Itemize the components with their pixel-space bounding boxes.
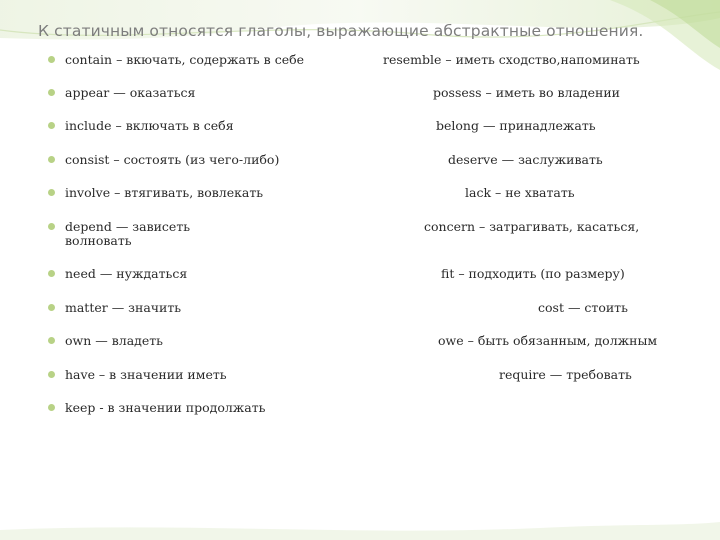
right-item-text: concern – затрагивать, касаться, <box>424 219 640 234</box>
bullet-icon <box>48 223 55 230</box>
right-item-text: lack – не хватать <box>465 185 575 200</box>
bullet-icon <box>48 337 55 344</box>
right-item-text: require — требовать <box>499 367 632 382</box>
right-item-text: belong — принадлежать <box>436 118 596 133</box>
list-item-text: own — владеть <box>65 333 163 348</box>
right-item-text: deserve — заслуживать <box>448 152 603 167</box>
right-item-text: owe – быть обязанным, должным <box>438 333 658 348</box>
list-item-text: involve – втягивать, вовлекать <box>65 185 264 200</box>
bullet-icon <box>48 371 55 378</box>
list-item-text: have – в значении иметь <box>65 367 227 382</box>
right-item-text: resemble – иметь сходство,напоминать <box>383 52 640 67</box>
bullet-icon <box>48 404 55 411</box>
bullet-icon <box>48 270 55 277</box>
list-item-text: matter — значить <box>65 300 182 315</box>
list-item-text: keep - в значении продолжать <box>65 400 266 415</box>
list-item-text: consist – состоять (из чего-либо) <box>65 152 280 167</box>
bottom-decoration <box>0 520 720 540</box>
bullet-icon <box>48 304 55 311</box>
list-item-text: appear — оказаться <box>65 85 196 100</box>
list-item-text: depend — зависеть волновать <box>65 219 191 248</box>
list-item-text: contain – вкючать, содержать в себе <box>65 52 305 67</box>
bullet-icon <box>48 89 55 96</box>
list-item-text: need — нуждаться <box>65 266 188 281</box>
bullet-icon <box>48 156 55 163</box>
bullet-icon <box>48 56 55 63</box>
right-item-text: possess – иметь во владении <box>433 85 620 100</box>
bullet-icon <box>48 122 55 129</box>
slide-title: К статичным относятся глаголы, выражающие абстрактные отношения. <box>38 22 644 40</box>
list-item-text: include – включать в себя <box>65 118 234 133</box>
right-item-text: fit – подходить (по размеру) <box>441 266 625 281</box>
right-item-text: cost — стоить <box>538 300 628 315</box>
bullet-icon <box>48 189 55 196</box>
